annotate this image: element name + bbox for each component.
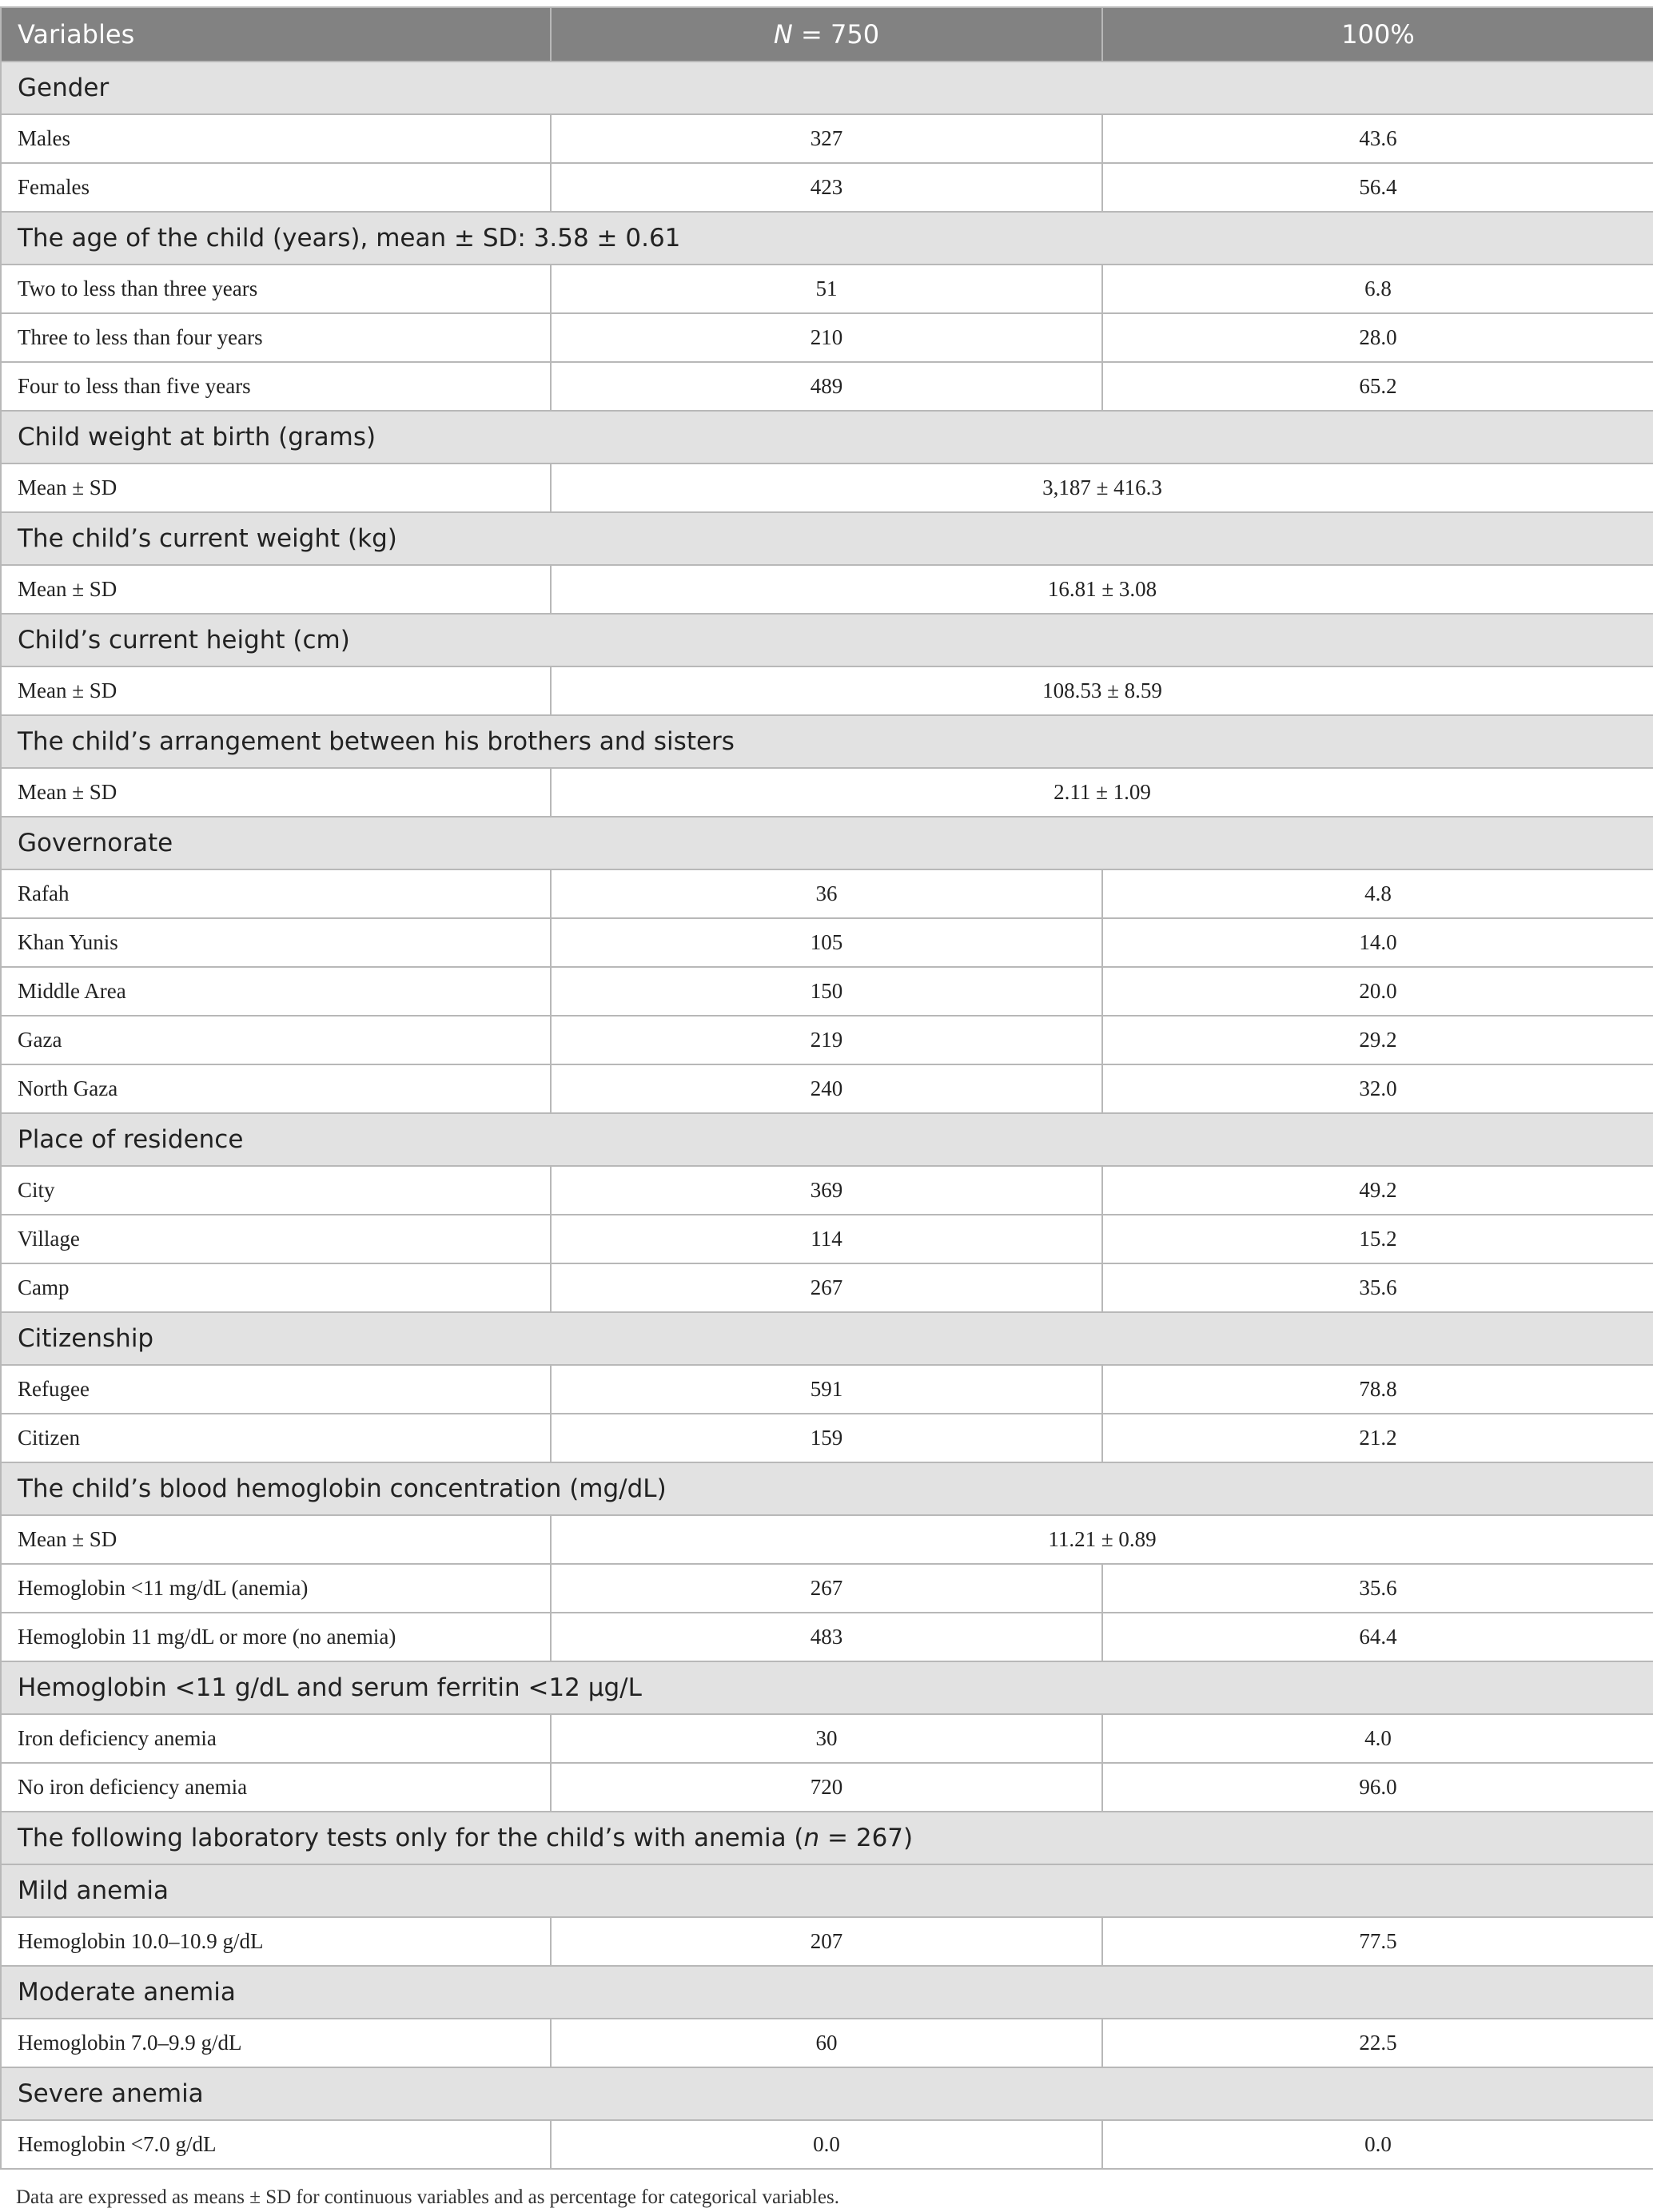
row-percent: 35.6 <box>1102 1564 1653 1613</box>
section-header-row <box>1 715 1653 768</box>
section-title: Place of residence <box>1 1113 1653 1166</box>
section-header-row <box>1 1312 1653 1365</box>
row-label: Rafah <box>1 869 551 918</box>
section-header-row <box>1 1661 1653 1714</box>
row-label: Gaza <box>1 1016 551 1064</box>
section-title: The child’s current weight (kg) <box>1 512 1653 565</box>
row-percent: 4.0 <box>1102 1714 1653 1763</box>
row-count: 114 <box>551 1215 1102 1263</box>
section-header-row <box>1 2067 1653 2120</box>
table-row <box>1 1016 1653 1064</box>
row-mean-sd-value: 16.81 ± 3.08 <box>551 565 1653 614</box>
header-n <box>551 7 1102 62</box>
section-title: The child’s arrangement between his brothers and sisters <box>1 715 1653 768</box>
row-percent: 6.8 <box>1102 265 1653 313</box>
row-percent: 29.2 <box>1102 1016 1653 1064</box>
row-count: 489 <box>551 362 1102 411</box>
table-row <box>1 967 1653 1016</box>
row-label: No iron deficiency anemia <box>1 1763 551 1812</box>
row-label: Hemoglobin 10.0–10.9 g/dL <box>1 1917 551 1966</box>
table-row <box>1 463 1653 512</box>
section-title-n: n <box>803 1824 820 1852</box>
row-count: 720 <box>551 1763 1102 1812</box>
row-label: Mean ± SD <box>1 1515 551 1564</box>
section-header-row <box>1 1113 1653 1166</box>
section-title: The child’s blood hemoglobin concentration (mg/dL) <box>1 1462 1653 1515</box>
row-percent: 14.0 <box>1102 918 1653 967</box>
section-title: Gender <box>1 62 1653 114</box>
table-row <box>1 1263 1653 1312</box>
row-label: Females <box>1 163 551 212</box>
table-row <box>1 1166 1653 1215</box>
row-count: 483 <box>551 1613 1102 1661</box>
table-row <box>1 1515 1653 1564</box>
section-header-row <box>1 1812 1653 1864</box>
header-n-value: = 750 <box>792 19 880 50</box>
table-row <box>1 666 1653 715</box>
table-row <box>1 1064 1653 1113</box>
row-percent: 78.8 <box>1102 1365 1653 1414</box>
row-count: 150 <box>551 967 1102 1016</box>
section-title: Child weight at birth (grams) <box>1 411 1653 463</box>
table-row <box>1 565 1653 614</box>
table-header-row <box>1 7 1653 62</box>
section-header-row <box>1 1462 1653 1515</box>
table-row <box>1 1215 1653 1263</box>
row-count: 267 <box>551 1564 1102 1613</box>
row-percent: 65.2 <box>1102 362 1653 411</box>
section-header-row <box>1 512 1653 565</box>
table-row <box>1 1917 1653 1966</box>
table-row <box>1 313 1653 362</box>
table-container <box>0 6 1653 2208</box>
row-percent: 20.0 <box>1102 967 1653 1016</box>
row-count: 240 <box>551 1064 1102 1113</box>
section-header-row <box>1 411 1653 463</box>
section-title-prefix: The following laboratory tests only for the child’s with anemia ( <box>18 1824 804 1852</box>
table-row <box>1 265 1653 313</box>
table-row <box>1 2120 1653 2169</box>
table-row <box>1 1564 1653 1613</box>
table-row <box>1 163 1653 212</box>
row-mean-sd-value: 2.11 ± 1.09 <box>551 768 1653 817</box>
row-count: 0.0 <box>551 2120 1102 2169</box>
table-row <box>1 1414 1653 1462</box>
row-percent: 4.8 <box>1102 869 1653 918</box>
row-label: Males <box>1 114 551 163</box>
table-row <box>1 2019 1653 2067</box>
row-percent: 56.4 <box>1102 163 1653 212</box>
row-label: Four to less than five years <box>1 362 551 411</box>
row-percent: 22.5 <box>1102 2019 1653 2067</box>
row-label: Two to less than three years <box>1 265 551 313</box>
row-count: 105 <box>551 918 1102 967</box>
row-label: Village <box>1 1215 551 1263</box>
row-count: 36 <box>551 869 1102 918</box>
section-header-row <box>1 614 1653 666</box>
row-percent: 21.2 <box>1102 1414 1653 1462</box>
row-percent: 35.6 <box>1102 1263 1653 1312</box>
section-title: Severe anemia <box>1 2067 1653 2120</box>
row-percent: 28.0 <box>1102 313 1653 362</box>
row-label: Iron deficiency anemia <box>1 1714 551 1763</box>
row-percent: 64.4 <box>1102 1613 1653 1661</box>
table-row <box>1 1365 1653 1414</box>
row-count: 207 <box>551 1917 1102 1966</box>
table-row <box>1 1714 1653 1763</box>
section-header-row <box>1 817 1653 869</box>
table-footnote: Data are expressed as means ± SD for continuous variables and as percentage for categorical variables. <box>16 2186 839 2208</box>
row-label: Citizen <box>1 1414 551 1462</box>
row-mean-sd-value: 11.21 ± 0.89 <box>551 1515 1653 1564</box>
row-label: Hemoglobin 7.0–9.9 g/dL <box>1 2019 551 2067</box>
row-percent: 96.0 <box>1102 1763 1653 1812</box>
section-title: Child’s current height (cm) <box>1 614 1653 666</box>
header-variables: Variables <box>1 7 551 62</box>
row-count: 30 <box>551 1714 1102 1763</box>
row-label: Three to less than four years <box>1 313 551 362</box>
table-row <box>1 918 1653 967</box>
section-title: Governorate <box>1 817 1653 869</box>
row-count: 51 <box>551 265 1102 313</box>
section-header-row <box>1 62 1653 114</box>
row-label: Refugee <box>1 1365 551 1414</box>
row-label: Khan Yunis <box>1 918 551 967</box>
table-row <box>1 114 1653 163</box>
table-row <box>1 869 1653 918</box>
row-count: 60 <box>551 2019 1102 2067</box>
row-count: 327 <box>551 114 1102 163</box>
table-row <box>1 768 1653 817</box>
row-label: North Gaza <box>1 1064 551 1113</box>
section-title: Citizenship <box>1 1312 1653 1365</box>
row-percent: 43.6 <box>1102 114 1653 163</box>
row-count: 159 <box>551 1414 1102 1462</box>
section-title: Mild anemia <box>1 1864 1653 1917</box>
table-row <box>1 1763 1653 1812</box>
row-count: 210 <box>551 313 1102 362</box>
row-label: Hemoglobin <11 mg/dL (anemia) <box>1 1564 551 1613</box>
row-mean-sd-value: 3,187 ± 416.3 <box>551 463 1653 512</box>
section-header-row <box>1 1966 1653 2019</box>
header-n-symbol: N <box>773 19 793 50</box>
row-label: Mean ± SD <box>1 565 551 614</box>
section-header-row <box>1 212 1653 265</box>
row-mean-sd-value: 108.53 ± 8.59 <box>551 666 1653 715</box>
table-body <box>1 62 1653 2169</box>
row-label: Mean ± SD <box>1 463 551 512</box>
row-percent: 49.2 <box>1102 1166 1653 1215</box>
table-row <box>1 1613 1653 1661</box>
row-label: City <box>1 1166 551 1215</box>
section-title: The age of the child (years), mean ± SD: 3.58 ± 0.61 <box>1 212 1653 265</box>
row-label: Hemoglobin <7.0 g/dL <box>1 2120 551 2169</box>
table-row <box>1 362 1653 411</box>
section-title-suffix: = 267) <box>819 1824 914 1852</box>
row-label: Middle Area <box>1 967 551 1016</box>
section-title <box>1 1812 1653 1864</box>
row-count: 591 <box>551 1365 1102 1414</box>
row-percent: 32.0 <box>1102 1064 1653 1113</box>
row-percent: 15.2 <box>1102 1215 1653 1263</box>
row-count: 267 <box>551 1263 1102 1312</box>
row-count: 369 <box>551 1166 1102 1215</box>
section-title: Hemoglobin <11 g/dL and serum ferritin <12 μg/L <box>1 1661 1653 1714</box>
header-percent: 100% <box>1102 7 1653 62</box>
row-label: Hemoglobin 11 mg/dL or more (no anemia) <box>1 1613 551 1661</box>
row-label: Camp <box>1 1263 551 1312</box>
section-header-row <box>1 1864 1653 1917</box>
row-percent: 0.0 <box>1102 2120 1653 2169</box>
row-percent: 77.5 <box>1102 1917 1653 1966</box>
demographics-table <box>0 6 1653 2170</box>
section-title: Moderate anemia <box>1 1966 1653 2019</box>
row-count: 423 <box>551 163 1102 212</box>
row-label: Mean ± SD <box>1 768 551 817</box>
row-count: 219 <box>551 1016 1102 1064</box>
row-label: Mean ± SD <box>1 666 551 715</box>
